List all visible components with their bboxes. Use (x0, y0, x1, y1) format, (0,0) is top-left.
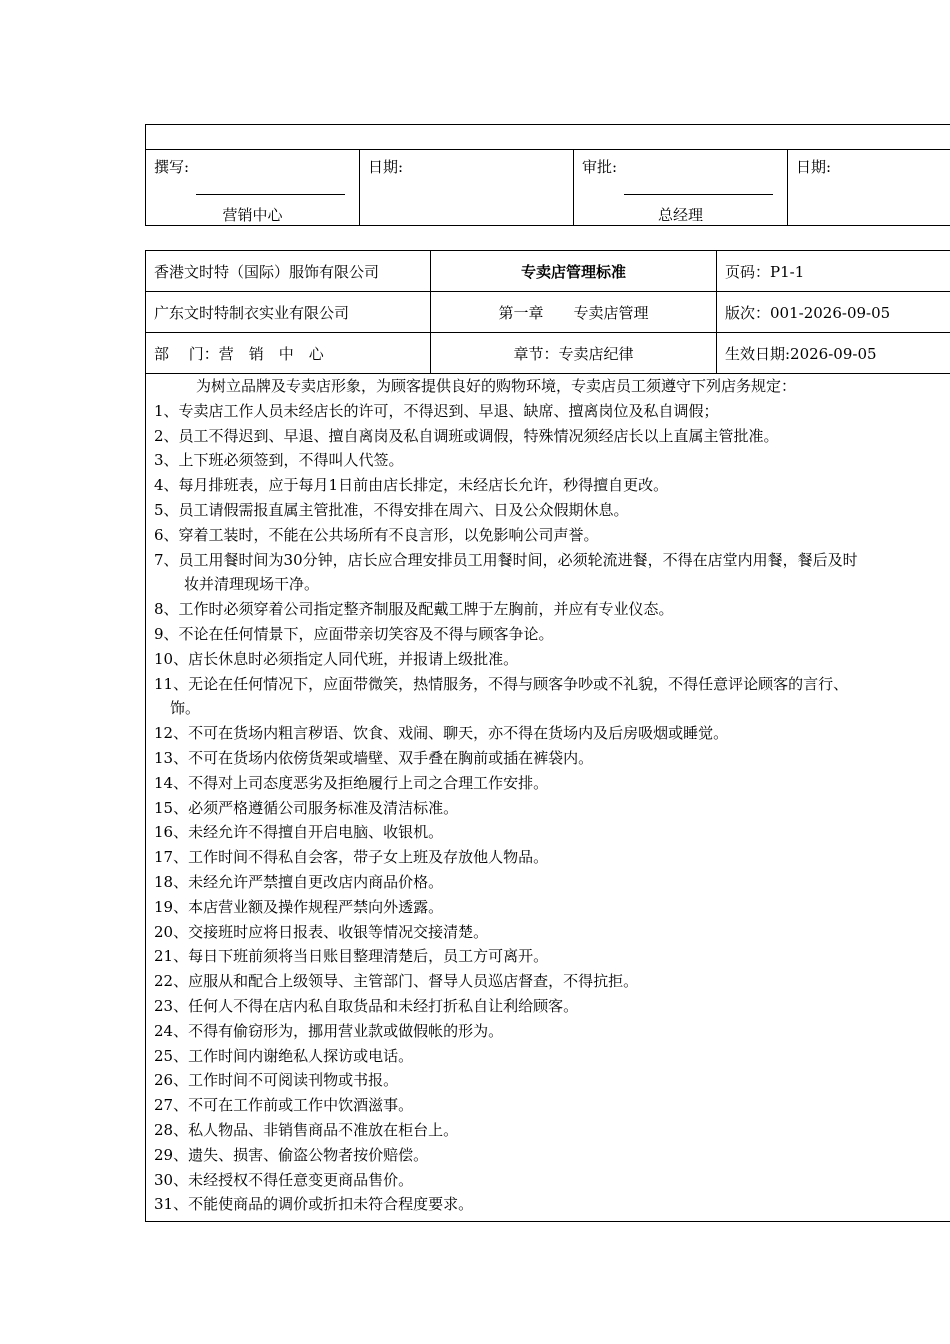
rule-item: 1、专卖店工作人员未经店长的许可，不得迟到、早退、缺席、擅离岗位及私自调假； (154, 401, 719, 420)
effective-date: 生效日期:2026-09-05 (717, 333, 950, 374)
intro-paragraph: 为树立品牌及专卖店形象，为顾客提供良好的购物环境，专卖店员工须遵守下列店务规定： (196, 377, 797, 395)
rules-list (154, 374, 950, 1217)
section: 章节：专卖店纪律 (431, 333, 717, 374)
rule-item: 31、不能使商品的调价或折扣未符合程度要求。 (154, 1195, 474, 1214)
rule-item: 15、必须严格遵循公司服务标准及清洁标准。 (154, 798, 459, 817)
signoff-row (146, 150, 950, 226)
header-row-2 (146, 292, 950, 333)
rule-item: 2、员工不得迟到、早退、擅自离岗及私自调班或调假，特殊情况须经店长以上直属主管批准。 (154, 426, 779, 445)
rule-item: 12、不可在货场内粗言秽语、饮食、戏闹、聊天，亦不得在货场内及后房吸烟或睡觉。 (154, 724, 729, 743)
rule-item: 28、私人物品、非销售商品不准放在柜台上。 (154, 1120, 459, 1139)
rule-item-continuation: 饰。 (170, 699, 201, 718)
date1-cell (360, 150, 574, 226)
rule-item: 23、任何人不得在店内私自取货品和未经打折私自让利给顾客。 (154, 996, 579, 1015)
rule-item: 14、不得对上司态度恶劣及拒绝履行上司之合理工作安排。 (154, 773, 549, 792)
signoff-table (145, 124, 950, 226)
writer-signature-line (196, 194, 345, 195)
rule-item: 10、店长休息时必须指定人同代班，并报请上级批准。 (154, 649, 519, 668)
approver-role: 总经理 (657, 206, 703, 224)
rule-item: 27、不可在工作前或工作中饮酒滋事。 (154, 1096, 414, 1115)
standard-table (145, 250, 950, 1222)
rule-item-continuation: 妆并清理现场干净。 (184, 575, 320, 594)
writer-role: 营销中心 (222, 206, 283, 224)
company2: 广东文时特制衣实业有限公司 (146, 292, 431, 333)
approver-signature-line (624, 194, 773, 195)
rule-item: 25、工作时间内谢绝私人探访或电话。 (154, 1046, 414, 1065)
approver-cell (574, 150, 788, 226)
rule-item: 21、每日下班前须将当日账目整理清楚后，员工方可离开。 (154, 947, 549, 966)
chapter: 第一章 专卖店管理 (431, 292, 717, 333)
date2-label: 日期: (796, 158, 832, 176)
rule-item: 5、员工请假需报直属主管批准，不得安排在周六、日及公众假期休息。 (154, 500, 629, 519)
rule-item: 18、未经允许严禁擅自更改店内商品价格。 (154, 872, 444, 891)
rule-item: 24、不得有偷窃形为，挪用营业款或做假帐的形为。 (154, 1021, 504, 1040)
rules-cell (146, 374, 950, 1222)
writer-label: 撰写: (154, 158, 190, 176)
document-title: 专卖店管理标准 (431, 251, 717, 292)
header-row-3 (146, 333, 950, 374)
body-row (146, 374, 950, 1222)
rule-item: 4、每月排班表，应于每月1日前由店长排定，未经店长允许，秒得擅自更改。 (154, 476, 669, 495)
rule-item: 16、未经允许不得擅自开启电脑、收银机。 (154, 823, 444, 842)
writer-cell (146, 150, 360, 226)
signoff-blank-cell (146, 125, 950, 150)
version: 版次：001-2026-09-05 (717, 292, 950, 333)
rule-item: 6、穿着工装时，不能在公共场所有不良言形，以免影响公司声誉。 (154, 525, 599, 544)
rule-item: 9、不论在任何情景下，应面带亲切笑容及不得与顾客争论。 (154, 624, 554, 643)
rule-item: 19、本店营业额及操作规程严禁向外透露。 (154, 897, 444, 916)
rule-item: 11、无论在任何情况下，应面带微笑，热情服务，不得与顾客争吵或不礼貌，不得任意评论顾客的言行、 (154, 674, 849, 693)
signoff-blank-row (146, 125, 950, 150)
rule-item: 7、员工用餐时间为30分钟，店长应合理安排员工用餐时间，必须轮流进餐，不得在店堂内用餐，餐后及时 (154, 550, 858, 569)
rule-item: 8、工作时必须穿着公司指定整齐制服及配戴工牌于左胸前，并应有专业仪态。 (154, 600, 674, 619)
date2-cell (788, 150, 950, 226)
department: 部 门：营 销 中 心 (146, 333, 431, 374)
rule-item: 13、不可在货场内依傍货架或墙壁、双手叠在胸前或插在裤袋内。 (154, 748, 594, 767)
page-code: 页码：P1-1 (717, 251, 950, 292)
date1-label: 日期: (368, 158, 404, 176)
rule-item: 3、上下班必须签到，不得叫人代签。 (154, 451, 404, 470)
rule-item: 26、工作时间不可阅读刊物或书报。 (154, 1071, 399, 1090)
rule-item: 29、遗失、损害、偷盗公物者按价赔偿。 (154, 1145, 429, 1164)
company1: 香港文时特（国际）服饰有限公司 (146, 251, 431, 292)
approve-label: 审批: (582, 158, 618, 176)
rule-item: 17、工作时间不得私自会客，带子女上班及存放他人物品。 (154, 848, 549, 867)
rule-item: 20、交接班时应将日报表、收银等情况交接清楚。 (154, 922, 489, 941)
rule-item: 22、应服从和配合上级领导、主管部门、督导人员巡店督查，不得抗拒。 (154, 972, 639, 991)
rule-item: 30、未经授权不得任意变更商品售价。 (154, 1170, 414, 1189)
header-row-1 (146, 251, 950, 292)
